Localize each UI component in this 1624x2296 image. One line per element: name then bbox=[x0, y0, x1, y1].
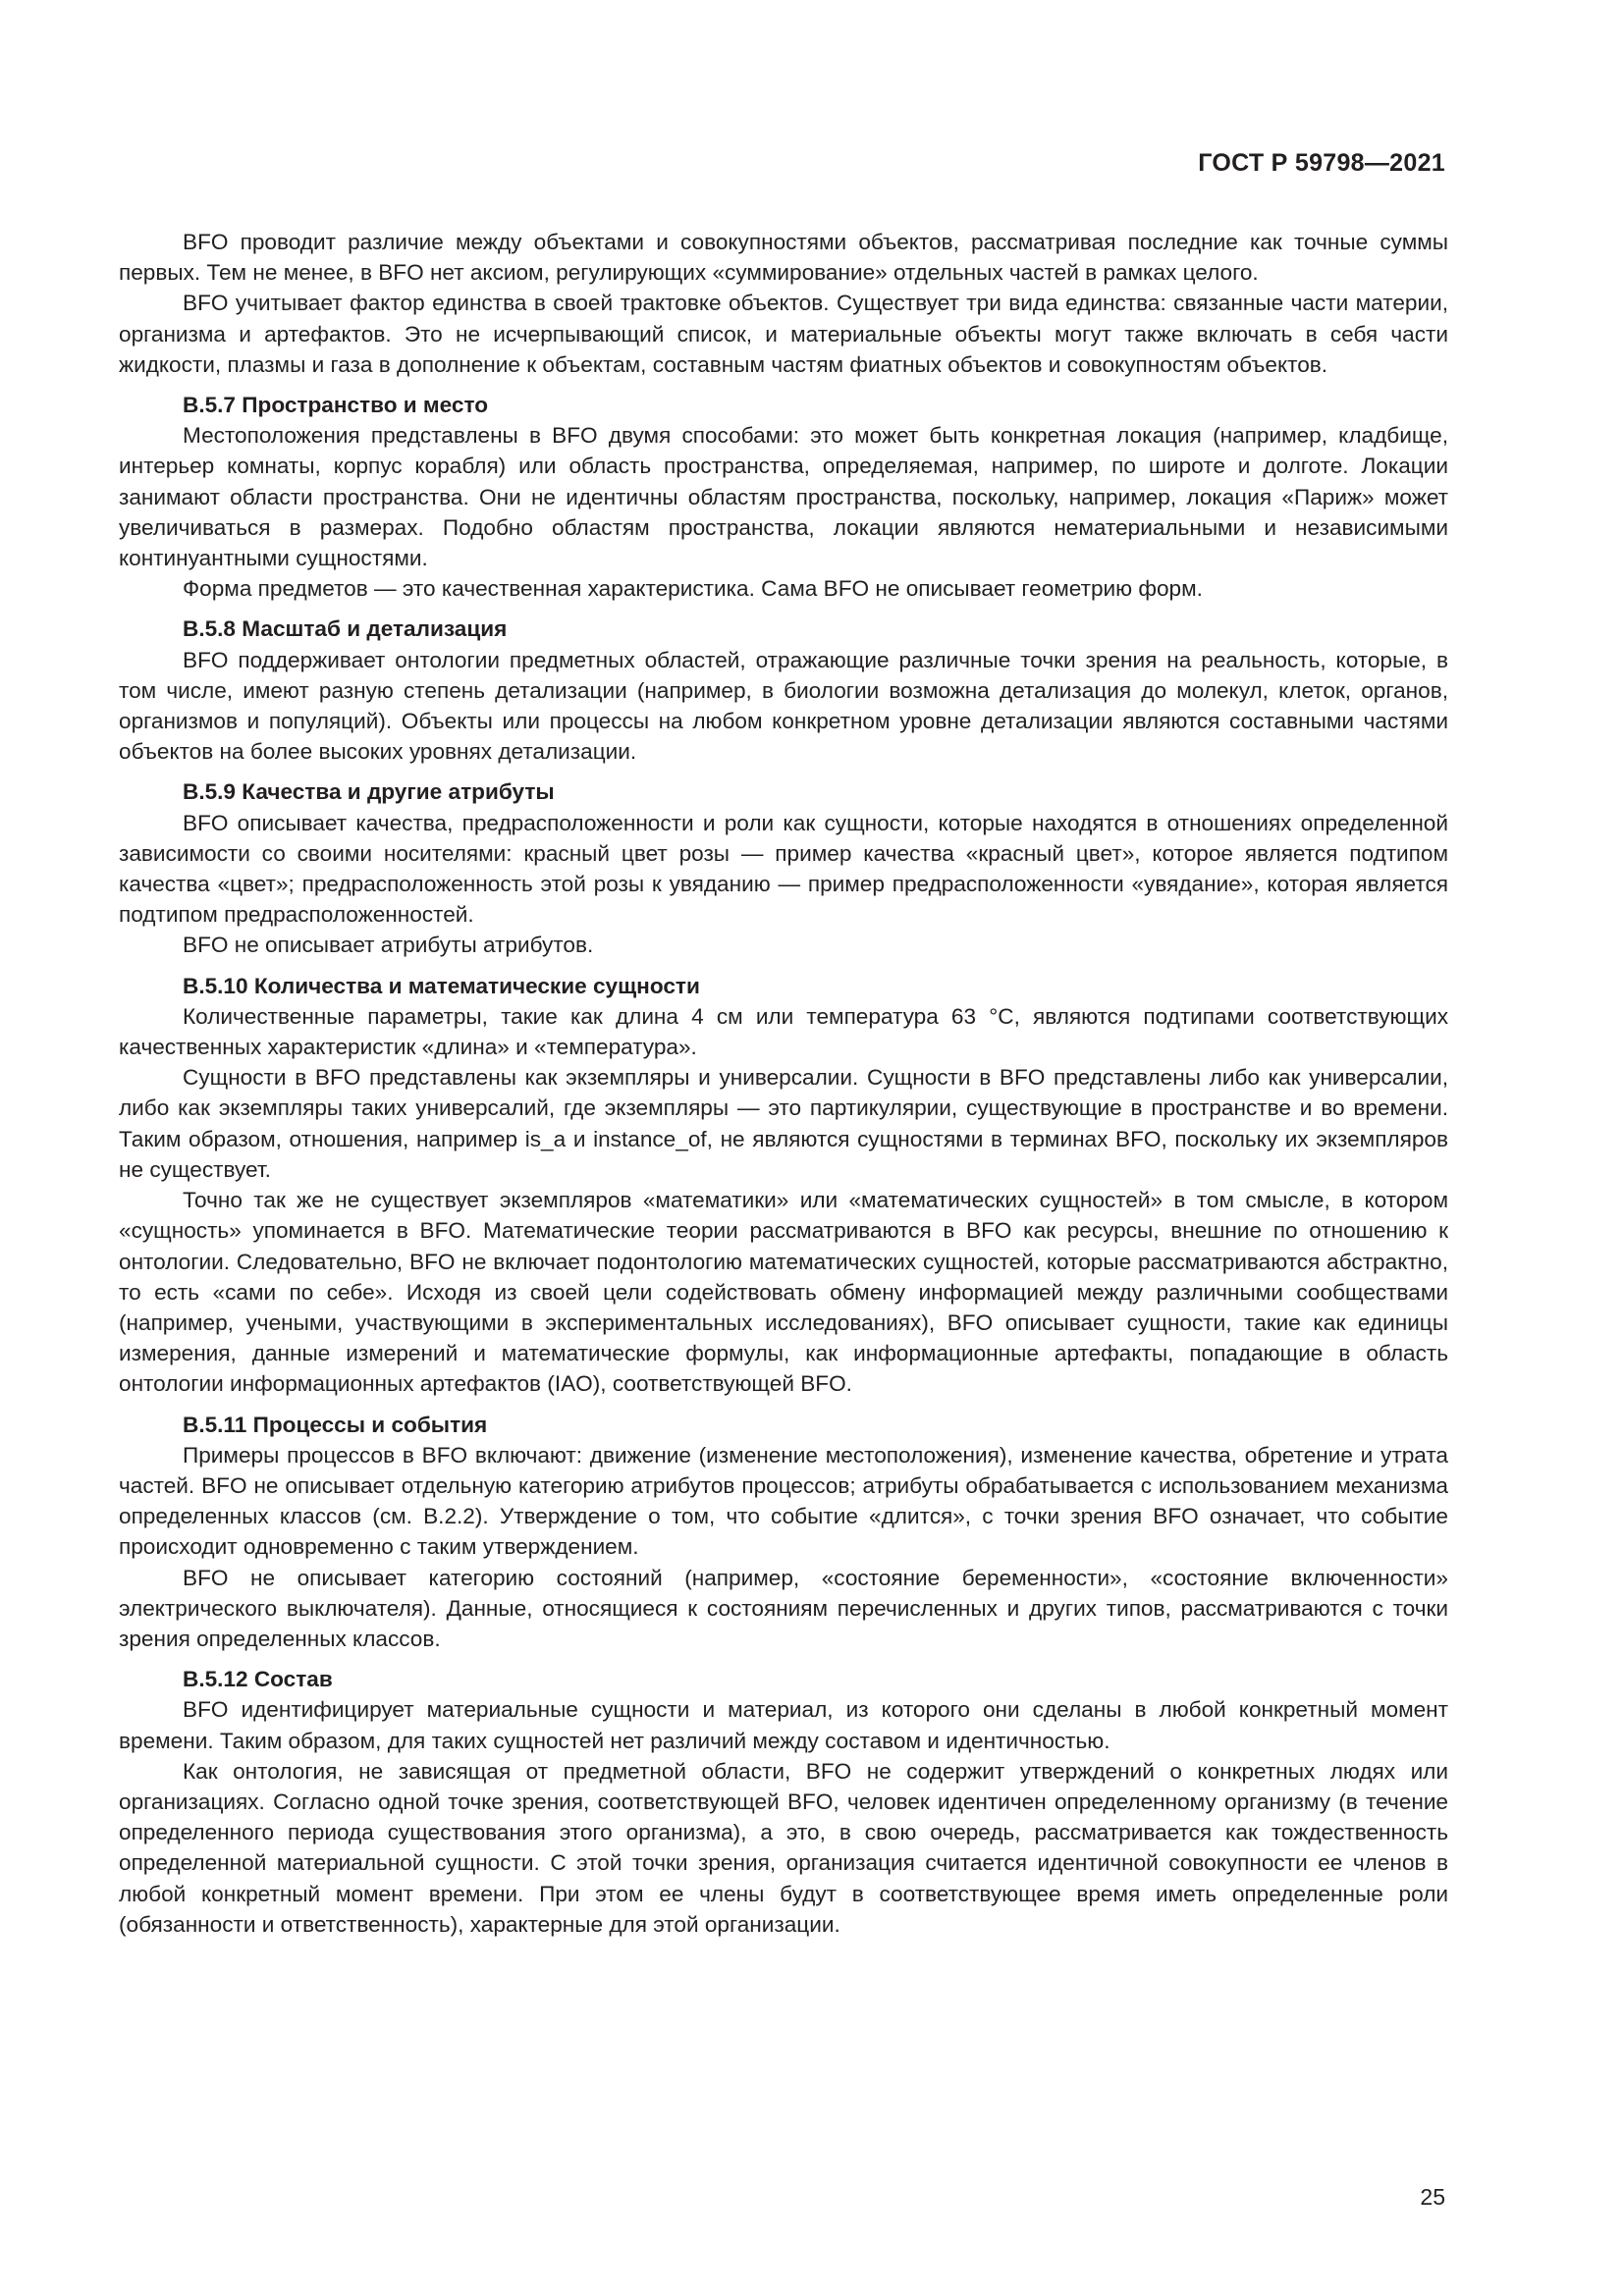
paragraph: BFO учитывает фактор единства в своей трактовке объектов. Существует три вида единства: связанные части материи, организма и артефактов. Это не исчерпывающий список, и материальные объекты могут также включать в себя части жидкости, плазмы и газа в дополнение к объектам, составным частям фиатных объектов и совокупностям объектов. bbox=[119, 291, 1448, 377]
page-number: 25 bbox=[1420, 2184, 1445, 2210]
paragraph: Примеры процессов в BFO включают: движение (изменение местоположения), изменение качества, обретение и утрата частей. BFO не описывает отдельную категорию атрибутов процессов; атрибуты обрабатывается с использованием механизма определенных классов (см. B.2.2). Утверждение о том, что событие «длится», с точки зрения BFO означает, что событие происходит одновременно с таким утверждением. bbox=[119, 1442, 1448, 1560]
section-quantities-and-math bbox=[119, 971, 1448, 1400]
paragraph: BFO описывает качества, предрасположенности и роли как сущности, которые находятся в отношениях определенной зависимости со своими носителями: красный цвет розы — пример качества «красный цвет», которое является подтипом качества «цвет»; предрасположенность этой розы к увяданию — пример предрасположенности «увядание», которая является подтипом предрасположенностей. bbox=[119, 810, 1448, 928]
paragraph: Количественные параметры, такие как длина 4 см или температура 63 °С, являются подтипами соответствующих качественных характеристик «длина» и «температура». bbox=[119, 1003, 1448, 1060]
paragraph: BFO проводит различие между объектами и совокупностями объектов, рассматривая последние как точные суммы первых. Тем не менее, в BFO нет аксиом, регулирующих «суммирование» отдельных частей в рамках целого. bbox=[119, 230, 1448, 286]
section-heading: B.5.9 Качества и другие атрибуты bbox=[183, 779, 555, 805]
paragraph: BFO поддерживает онтологии предметных областей, отражающие различные точки зрения на реальность, которые, в том числе, имеют разную степень детализации (например, в биологии возможна детализация до молекул, клеток, органов, организмов и популяций). Объекты или процессы на любом конкретном уровне детализации являются составными частями объектов на более высоких уровнях детализации. bbox=[119, 647, 1448, 765]
paragraph: BFO не описывает атрибуты атрибутов. bbox=[183, 933, 594, 958]
paragraph: Точно так же не существует экземпляров «математики» или «математических сущностей» в том смысле, в котором «сущность» упоминается в BFO. Математические теории рассматриваются в BFO как ресурсы, внешние по отношению к онтологии. Следовательно, BFO не включает подонтологию математических сущностей, которые рассматриваются абстрактно, то есть «сами по себе». Исходя из своей цели содействовать обмену информацией между различными сообществами (например, учеными, участвующими в экспериментальных исследованиях), BFO описывает сущности, такие как единицы измерения, данные измерений и математические формулы, как информационные артефакты, попадающие в область онтологии информационных артефактов (IAO), соответствующей BFO. bbox=[119, 1188, 1448, 1397]
paragraph: Форма предметов — это качественная характеристика. Сама BFO не описывает геометрию форм. bbox=[183, 576, 1203, 602]
intro-block bbox=[119, 227, 1448, 380]
section-heading: B.5.10 Количества и математические сущности bbox=[183, 973, 700, 998]
paragraph: Сущности в BFO представлены как экземпляры и универсалии. Сущности в BFO представлены либо как универсалии, либо как экземпляры таких универсалий, где экземпляры — это партикулярии, существующие в пространстве и во времени. Таким образом, отношения, например is_a и instance_of, не являются сущностями в терминах BFO, поскольку их экземпляров не существует. bbox=[119, 1065, 1448, 1182]
paragraph: Как онтология, не зависящая от предметной области, BFO не содержит утверждений о конкретных людях или организациях. Согласно одной точке зрения, соответствующей BFO, человек идентичен определенному организму (в течение определенного периода существования этого организма), а это, в свою очередь, рассматривается как тождественность определенной материальной сущности. С этой точки зрения, организация считается идентичной совокупности ее членов в любой конкретный момент времени. При этом ее члены будут в соответствующее время иметь определенные роли (обязанности и ответственность), характерные для этой организации. bbox=[119, 1758, 1448, 1937]
paragraph: BFO не описывает категорию состояний (например, «состояние беременности», «состояние включенности» электрического выключателя). Данные, относящиеся к состояниям перечисленных и других типов, рассматриваются с точки зрения определенных классов. bbox=[119, 1565, 1448, 1651]
page-content bbox=[119, 227, 1448, 1940]
section-heading: B.5.11 Процессы и события bbox=[183, 1412, 488, 1437]
section-heading: B.5.12 Состав bbox=[183, 1667, 333, 1692]
section-heading: B.5.7 Пространство и место bbox=[183, 393, 489, 418]
paragraph: BFO идентифицирует материальные сущности и материал, из которого они сделаны в любой конкретный момент времени. Таким образом, для таких сущностей нет различий между составом и идентичностью. bbox=[119, 1697, 1448, 1753]
section-space-and-place bbox=[119, 390, 1448, 604]
section-composition bbox=[119, 1664, 1448, 1940]
section-qualities-and-attributes bbox=[119, 776, 1448, 960]
section-scale-and-granularity bbox=[119, 614, 1448, 767]
document-code-header: ГОСТ Р 59798—2021 bbox=[1198, 149, 1445, 177]
section-processes-and-events bbox=[119, 1410, 1448, 1655]
paragraph: Местоположения представлены в BFO двумя способами: это может быть конкретная локация (например, кладбище, интерьер комнаты, корпус корабля) или область пространства, определяемая, например, по широте и долготе. Локации занимают области пространства. Они не идентичны областям пространства, поскольку, например, локация «Париж» может увеличиваться в размерах. Подобно областям пространства, локации являются нематериальными и независимыми континуантными сущностями. bbox=[119, 423, 1448, 571]
section-heading: B.5.8 Масштаб и детализация bbox=[183, 616, 508, 642]
